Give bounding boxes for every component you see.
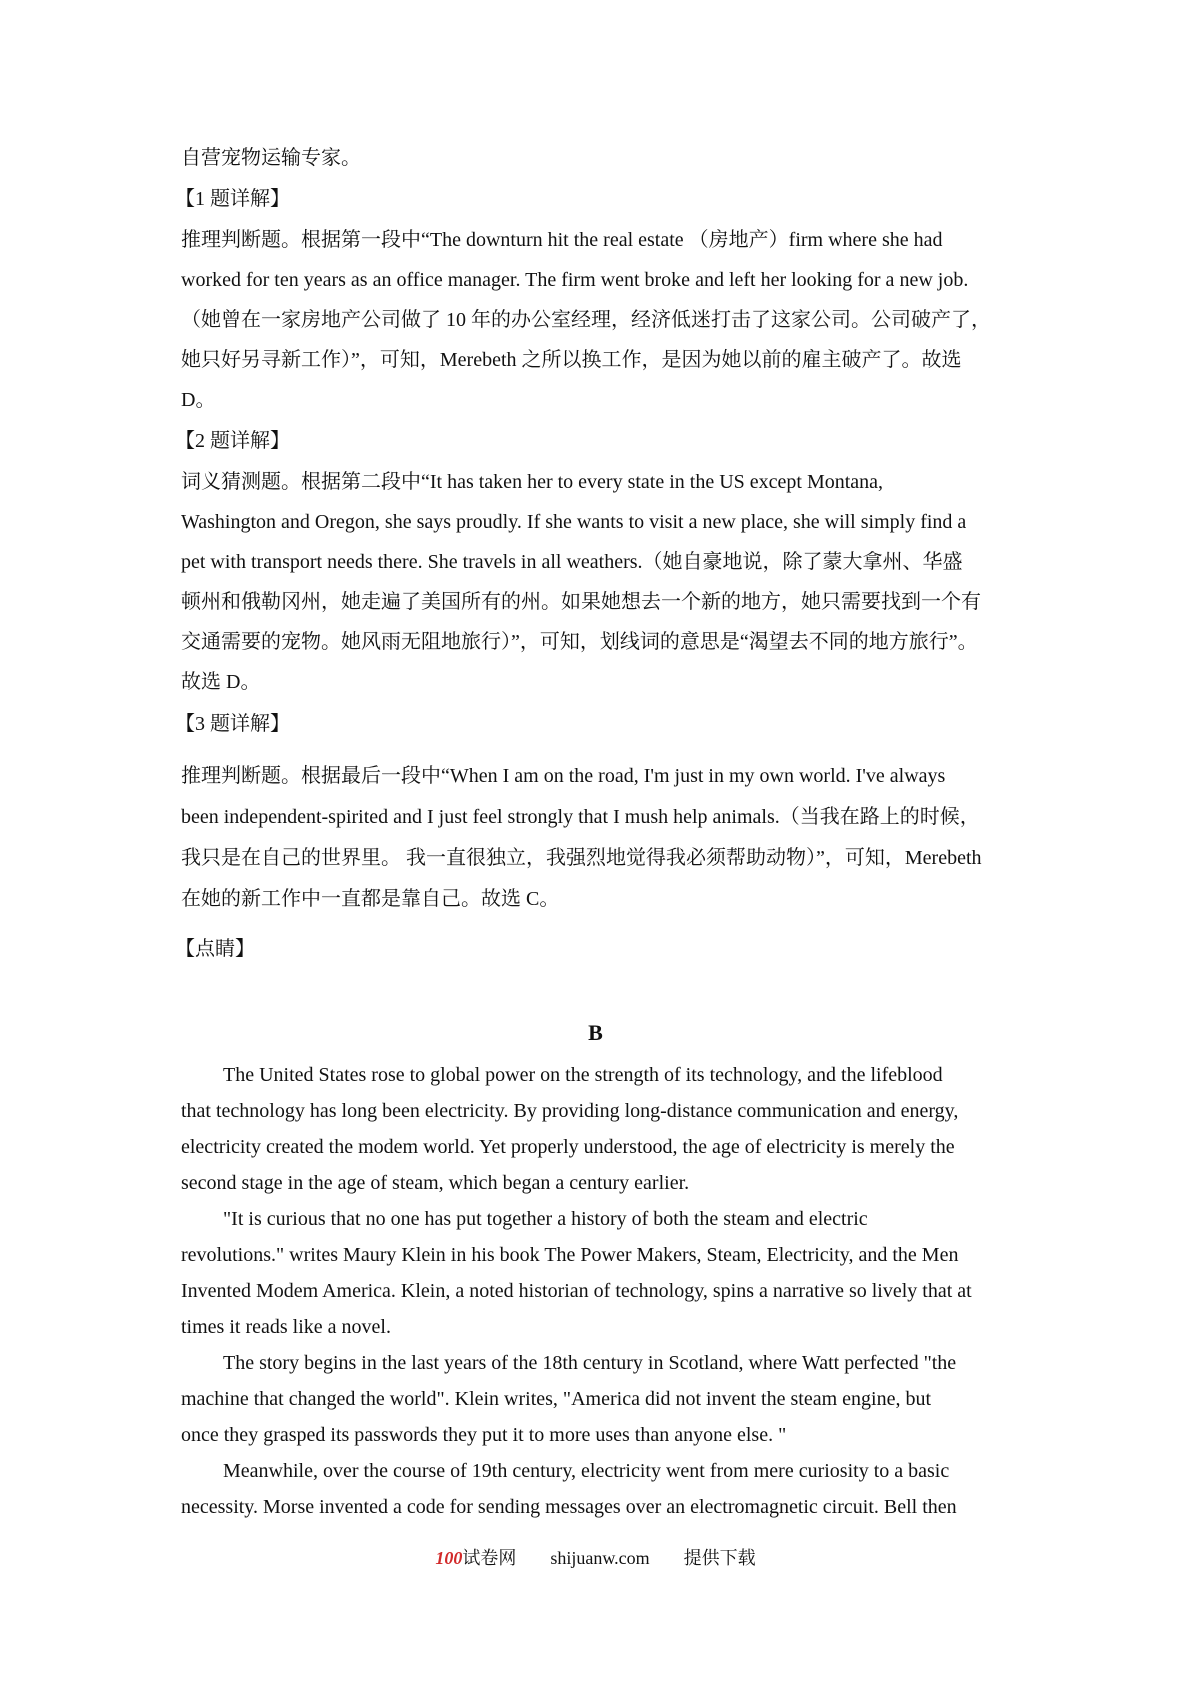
q1-heading: 【1 题详解】	[175, 188, 290, 210]
q1-line: D。	[181, 389, 216, 411]
q2-line: 顿州和俄勒冈州，她走遍了美国所有的州。如果她想去一个新的地方，她只需要找到一个有	[181, 591, 981, 613]
passage-line: revolutions." writes Maury Klein in his book The Power Makers, Steam, Electricity, and the Men	[181, 1244, 959, 1266]
passage-line: electricity created the modem world. Yet properly understood, the age of electricity is merely the	[181, 1136, 955, 1158]
q2-line: 故选 D。	[181, 671, 261, 693]
passage-line: "It is curious that no one has put together a history of both the steam and electric	[223, 1208, 868, 1230]
q2-line: 交通需要的宠物。她风雨无阻地旅行）”，可知，划线词的意思是“渴望去不同的地方旅行”。	[181, 631, 978, 653]
passage-line: once they grasped its passwords they put it to more uses than anyone else. "	[181, 1424, 787, 1446]
top-text: 自营宠物运输专家。	[181, 147, 361, 169]
site-domain-link[interactable]: shijuanw.com	[550, 1548, 650, 1568]
q3-line: 推理判断题。根据最后一段中“When I am on the road, I'm just in my own world. I've always	[181, 765, 946, 787]
q3-line: 我只是在自己的世界里。 我一直很独立，我强烈地觉得我必须帮助动物）”，可知，Merebeth	[181, 847, 982, 869]
q3-heading: 【3 题详解】	[175, 713, 290, 735]
passage-line: Invented Modem America. Klein, a noted historian of technology, spins a narrative so lively that at	[181, 1280, 972, 1302]
q2-line: pet with transport needs there. She travels in all weathers.（她自豪地说，除了蒙大拿州、华盛	[181, 551, 963, 573]
passage-line: machine that changed the world". Klein writes, "America did not invent the steam engine, but	[181, 1388, 931, 1410]
site-logo-icon: 100	[435, 1548, 463, 1568]
dianjing-heading: 【点睛】	[175, 938, 255, 960]
passage-line: The story begins in the last years of the 18th century in Scotland, where Watt perfected "the	[223, 1352, 957, 1374]
q2-line: Washington and Oregon, she says proudly. If she wants to visit a new place, she will simply find a	[181, 511, 967, 533]
passage-line: The United States rose to global power on the strength of its technology, and the lifeblood	[223, 1064, 943, 1086]
site-name: 试卷网	[462, 1548, 517, 1568]
footer-note: 提供下载	[683, 1548, 756, 1568]
q2-line: 词义猜测题。根据第二段中“It has taken her to every state in the US except Montana,	[181, 471, 884, 493]
passage-line: necessity. Morse invented a code for sending messages over an electromagnetic circuit. Bell then	[181, 1496, 957, 1518]
passage-line: second stage in the age of steam, which began a century earlier.	[181, 1172, 690, 1194]
q1-line: 推理判断题。根据第一段中“The downturn hit the real estate （房地产）firm where she had	[181, 229, 943, 251]
passage-line: Meanwhile, over the course of 19th century, electricity went from mere curiosity to a basic	[223, 1460, 950, 1482]
q1-line: （她曾在一家房地产公司做了 10 年的办公室经理，经济低迷打击了这家公司。公司破产了，	[181, 309, 991, 331]
page-footer	[0, 1544, 1191, 1570]
q1-line: worked for ten years as an office manager. The firm went broke and left her looking for a new job.	[181, 269, 969, 291]
passage-line: that technology has long been electricity. By providing long-distance communication and energy,	[181, 1100, 959, 1122]
passage-line: times it reads like a novel.	[181, 1316, 391, 1338]
q3-line: 在她的新工作中一直都是靠自己。故选 C。	[181, 888, 560, 910]
q1-line: 她只好另寻新工作）”，可知，Merebeth 之所以换工作，是因为她以前的雇主破产了。故选	[181, 349, 962, 371]
q2-heading: 【2 题详解】	[175, 430, 290, 452]
passage-title: B	[588, 1020, 603, 1045]
q3-line: been independent-spirited and I just feel strongly that I mush help animals.（当我在路上的时候，	[181, 806, 980, 828]
